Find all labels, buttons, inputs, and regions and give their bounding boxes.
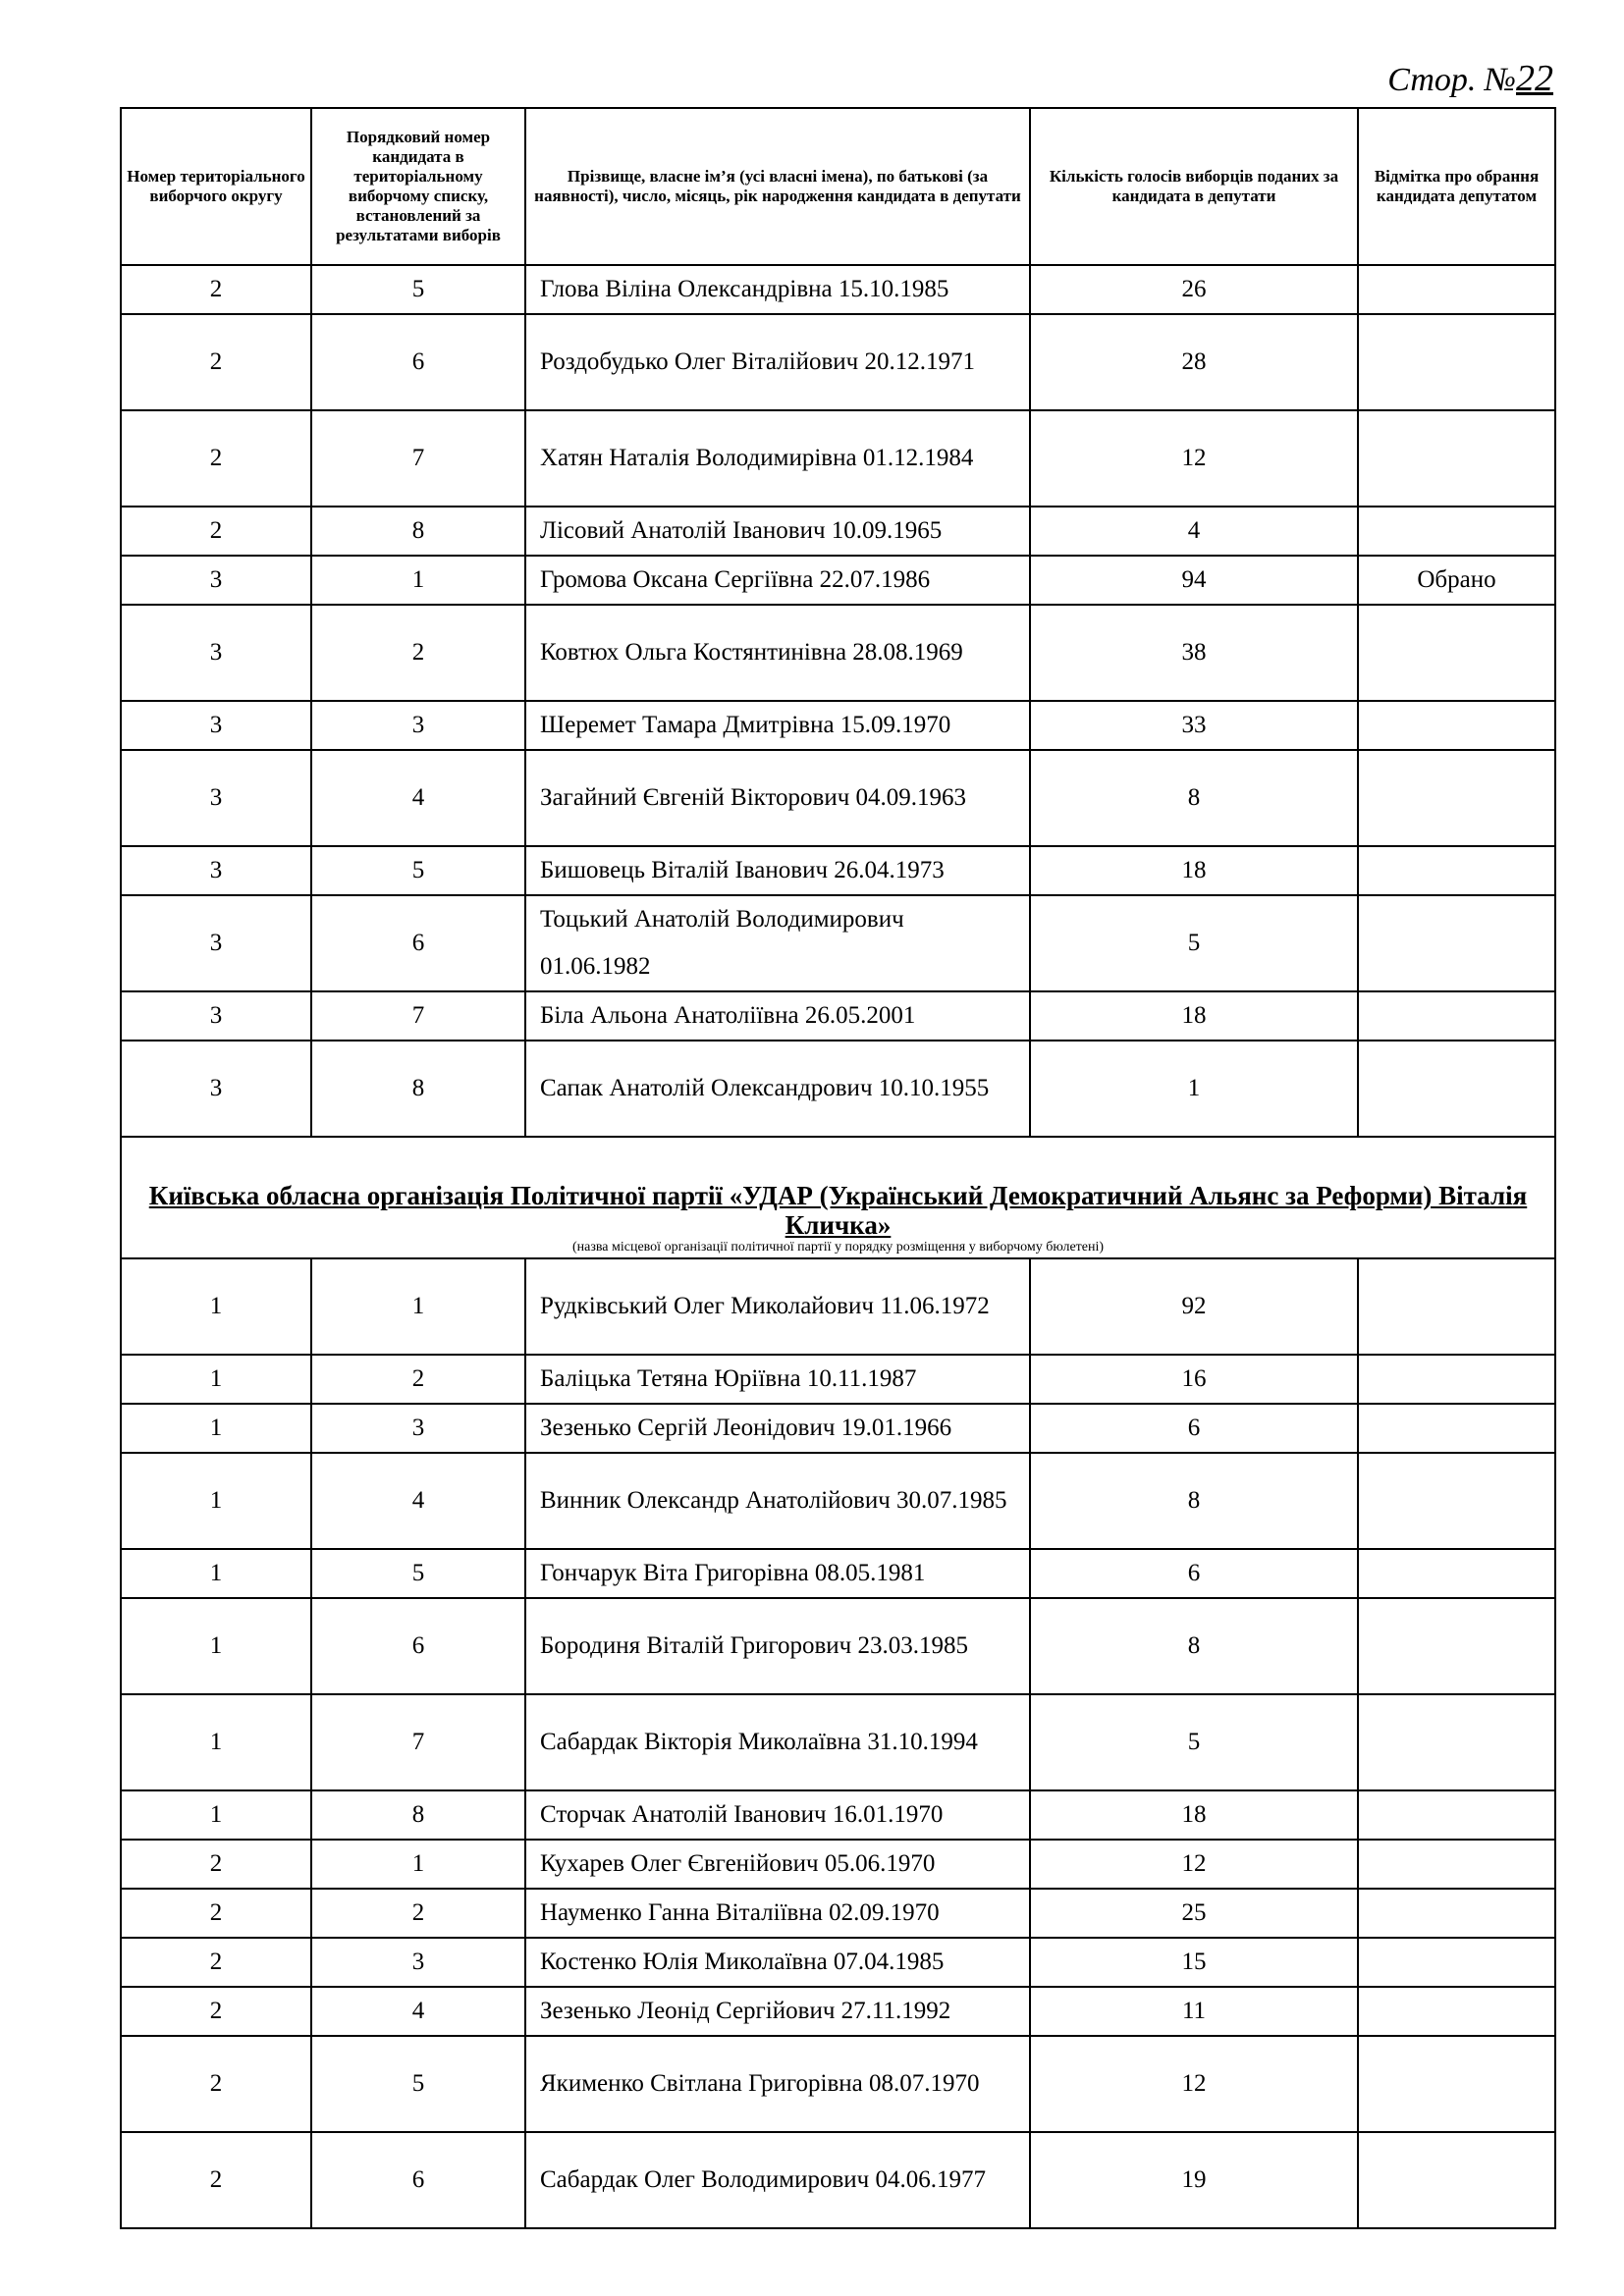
votes-cell: 18 bbox=[1030, 991, 1358, 1041]
mark-cell bbox=[1358, 701, 1555, 750]
candidate-name-cell: Хатян Наталія Володимирівна 01.12.1984 bbox=[525, 410, 1030, 507]
district-cell: 2 bbox=[121, 265, 311, 314]
candidate-name-cell: Сторчак Анатолій Іванович 16.01.1970 bbox=[525, 1790, 1030, 1840]
party-note: (назва місцевої організації політичної партії у порядку розміщення у виборчому бюлетені) bbox=[571, 1240, 1105, 1255]
mark-cell bbox=[1358, 265, 1555, 314]
district-cell: 1 bbox=[121, 1790, 311, 1840]
table-row bbox=[121, 1453, 1555, 1549]
order-cell: 3 bbox=[311, 701, 525, 750]
votes-cell: 26 bbox=[1030, 265, 1358, 314]
district-cell: 3 bbox=[121, 991, 311, 1041]
mark-cell bbox=[1358, 1355, 1555, 1404]
candidate-name-cell: Біла Альона Анатоліївна 26.05.2001 bbox=[525, 991, 1030, 1041]
votes-cell: 6 bbox=[1030, 1404, 1358, 1453]
votes-cell: 28 bbox=[1030, 314, 1358, 410]
table-row bbox=[121, 1694, 1555, 1790]
district-cell: 3 bbox=[121, 750, 311, 846]
order-cell: 4 bbox=[311, 1453, 525, 1549]
table-row bbox=[121, 750, 1555, 846]
table-row bbox=[121, 1041, 1555, 1137]
order-cell: 1 bbox=[311, 1258, 525, 1355]
votes-cell: 18 bbox=[1030, 846, 1358, 895]
candidate-name-cell: Сапак Анатолій Олександрович 10.10.1955 bbox=[525, 1041, 1030, 1137]
table-row bbox=[121, 1404, 1555, 1453]
votes-cell: 94 bbox=[1030, 556, 1358, 605]
candidate-name-cell: Лісовий Анатолій Іванович 10.09.1965 bbox=[525, 507, 1030, 556]
mark-cell bbox=[1358, 1840, 1555, 1889]
mark-cell bbox=[1358, 314, 1555, 410]
district-cell: 1 bbox=[121, 1258, 311, 1355]
candidate-name-cell: Загайний Євгеній Вікторович 04.09.1963 bbox=[525, 750, 1030, 846]
order-cell: 5 bbox=[311, 1549, 525, 1598]
district-cell: 3 bbox=[121, 1041, 311, 1137]
votes-cell: 25 bbox=[1030, 1889, 1358, 1938]
candidate-name-cell: Якименко Світлана Григорівна 08.07.1970 bbox=[525, 2036, 1030, 2132]
district-cell: 2 bbox=[121, 1889, 311, 1938]
table-row bbox=[121, 2036, 1555, 2132]
candidate-name-cell: Рудківський Олег Миколайович 11.06.1972 bbox=[525, 1258, 1030, 1355]
table-row bbox=[121, 1790, 1555, 1840]
order-cell: 6 bbox=[311, 1598, 525, 1694]
mark-cell bbox=[1358, 2036, 1555, 2132]
votes-cell: 12 bbox=[1030, 410, 1358, 507]
votes-cell: 8 bbox=[1030, 1598, 1358, 1694]
table-row bbox=[121, 1889, 1555, 1938]
order-cell: 7 bbox=[311, 991, 525, 1041]
candidate-name-cell: Баліцька Тетяна Юріївна 10.11.1987 bbox=[525, 1355, 1030, 1404]
page-number-value: 22 bbox=[1516, 58, 1553, 99]
district-cell: 1 bbox=[121, 1453, 311, 1549]
votes-cell: 12 bbox=[1030, 2036, 1358, 2132]
header-votes: Кількість голосів виборців поданих за кандидата в депутати bbox=[1030, 108, 1358, 265]
votes-cell: 11 bbox=[1030, 1987, 1358, 2036]
party-title: Київська обласна організація Політичної партії «УДАР (Український Демократичний Альянс за Реформи) Віталія Кличка» bbox=[148, 1181, 1528, 1240]
candidate-name-cell: Гончарук Віта Григорівна 08.05.1981 bbox=[525, 1549, 1030, 1598]
page-number-prefix: Стор. № bbox=[1387, 62, 1516, 98]
candidate-name-cell: Ковтюх Ольга Костянтинівна 28.08.1969 bbox=[525, 605, 1030, 701]
mark-cell bbox=[1358, 1889, 1555, 1938]
votes-cell: 92 bbox=[1030, 1258, 1358, 1355]
votes-cell: 8 bbox=[1030, 1453, 1358, 1549]
district-cell: 2 bbox=[121, 410, 311, 507]
votes-cell: 15 bbox=[1030, 1938, 1358, 1987]
votes-cell: 38 bbox=[1030, 605, 1358, 701]
table-row bbox=[121, 1987, 1555, 2036]
candidate-name-cell: Зезенько Сергій Леонідович 19.01.1966 bbox=[525, 1404, 1030, 1453]
table-row bbox=[121, 1598, 1555, 1694]
district-cell: 2 bbox=[121, 507, 311, 556]
district-cell: 2 bbox=[121, 1938, 311, 1987]
candidate-name-cell: Тоцький Анатолій Володимирович 01.06.1982 bbox=[525, 895, 1030, 991]
district-cell: 3 bbox=[121, 556, 311, 605]
votes-cell: 19 bbox=[1030, 2132, 1358, 2228]
table-row bbox=[121, 556, 1555, 605]
votes-cell: 5 bbox=[1030, 1694, 1358, 1790]
district-cell: 3 bbox=[121, 605, 311, 701]
candidate-name-cell: Сабардак Вікторія Миколаївна 31.10.1994 bbox=[525, 1694, 1030, 1790]
votes-cell: 18 bbox=[1030, 1790, 1358, 1840]
district-cell: 2 bbox=[121, 1987, 311, 2036]
mark-cell bbox=[1358, 1453, 1555, 1549]
table-row bbox=[121, 410, 1555, 507]
header-order: Порядковий номер кандидата в територіальному виборчому списку, встановлений за результатами виборів bbox=[311, 108, 525, 265]
district-cell: 3 bbox=[121, 895, 311, 991]
order-cell: 1 bbox=[311, 556, 525, 605]
votes-cell: 12 bbox=[1030, 1840, 1358, 1889]
order-cell: 2 bbox=[311, 1889, 525, 1938]
table-row bbox=[121, 846, 1555, 895]
votes-cell: 8 bbox=[1030, 750, 1358, 846]
votes-cell: 16 bbox=[1030, 1355, 1358, 1404]
order-cell: 8 bbox=[311, 507, 525, 556]
table-row bbox=[121, 1840, 1555, 1889]
order-cell: 8 bbox=[311, 1041, 525, 1137]
mark-cell bbox=[1358, 895, 1555, 991]
candidate-name-cell: Роздобудько Олег Віталійович 20.12.1971 bbox=[525, 314, 1030, 410]
table-row bbox=[121, 1258, 1555, 1355]
district-cell: 2 bbox=[121, 314, 311, 410]
table-row bbox=[121, 507, 1555, 556]
header-district: Номер територіального виборчого округу bbox=[121, 108, 311, 265]
district-cell: 2 bbox=[121, 1840, 311, 1889]
mark-cell bbox=[1358, 1987, 1555, 2036]
order-cell: 5 bbox=[311, 2036, 525, 2132]
mark-cell bbox=[1358, 1404, 1555, 1453]
section1-body bbox=[121, 265, 1555, 1137]
mark-cell bbox=[1358, 605, 1555, 701]
votes-cell: 5 bbox=[1030, 895, 1358, 991]
candidate-name-cell: Глова Віліна Олександрівна 15.10.1985 bbox=[525, 265, 1030, 314]
mark-cell: Обрано bbox=[1358, 556, 1555, 605]
district-cell: 2 bbox=[121, 2036, 311, 2132]
mark-cell bbox=[1358, 507, 1555, 556]
mark-cell bbox=[1358, 846, 1555, 895]
district-cell: 3 bbox=[121, 701, 311, 750]
table-row bbox=[121, 1938, 1555, 1987]
votes-cell: 33 bbox=[1030, 701, 1358, 750]
order-cell: 6 bbox=[311, 895, 525, 991]
district-cell: 1 bbox=[121, 1598, 311, 1694]
table-row bbox=[121, 265, 1555, 314]
results-table bbox=[120, 107, 1556, 2229]
mark-cell bbox=[1358, 750, 1555, 846]
table-row bbox=[121, 701, 1555, 750]
table-row bbox=[121, 1355, 1555, 1404]
mark-cell bbox=[1358, 1938, 1555, 1987]
section2-body bbox=[121, 1258, 1555, 2228]
table-row bbox=[121, 2132, 1555, 2228]
order-cell: 4 bbox=[311, 1987, 525, 2036]
district-cell: 1 bbox=[121, 1355, 311, 1404]
candidate-name-cell: Сабардак Олег Володимирович 04.06.1977 bbox=[525, 2132, 1030, 2228]
table-row bbox=[121, 605, 1555, 701]
header-name: Прізвище, власне ім’я (усі власні імена), по батькові (за наявності), число, місяць, рік народження кандидата в депутати bbox=[525, 108, 1030, 265]
candidate-name-cell: Науменко Ганна Віталіївна 02.09.1970 bbox=[525, 1889, 1030, 1938]
order-cell: 2 bbox=[311, 605, 525, 701]
votes-cell: 6 bbox=[1030, 1549, 1358, 1598]
mark-cell bbox=[1358, 1790, 1555, 1840]
candidate-name-cell: Зезенько Леонід Сергійович 27.11.1992 bbox=[525, 1987, 1030, 2036]
mark-cell bbox=[1358, 991, 1555, 1041]
page-number bbox=[1387, 57, 1553, 100]
table-row bbox=[121, 991, 1555, 1041]
district-cell: 2 bbox=[121, 2132, 311, 2228]
order-cell: 5 bbox=[311, 265, 525, 314]
mark-cell bbox=[1358, 1041, 1555, 1137]
candidate-name-cell: Громова Оксана Сергіївна 22.07.1986 bbox=[525, 556, 1030, 605]
table-row bbox=[121, 1549, 1555, 1598]
candidate-name-cell: Бишовець Віталій Іванович 26.04.1973 bbox=[525, 846, 1030, 895]
candidate-name-cell: Шеремет Тамара Дмитрівна 15.09.1970 bbox=[525, 701, 1030, 750]
order-cell: 4 bbox=[311, 750, 525, 846]
mark-cell bbox=[1358, 2132, 1555, 2228]
order-cell: 3 bbox=[311, 1404, 525, 1453]
candidate-name-cell: Костенко Юлія Миколаївна 07.04.1985 bbox=[525, 1938, 1030, 1987]
candidate-name-cell: Кухарев Олег Євгенійович 05.06.1970 bbox=[525, 1840, 1030, 1889]
votes-cell: 1 bbox=[1030, 1041, 1358, 1137]
order-cell: 8 bbox=[311, 1790, 525, 1840]
mark-cell bbox=[1358, 410, 1555, 507]
order-cell: 7 bbox=[311, 410, 525, 507]
table-row bbox=[121, 895, 1555, 991]
order-cell: 5 bbox=[311, 846, 525, 895]
order-cell: 6 bbox=[311, 2132, 525, 2228]
order-cell: 7 bbox=[311, 1694, 525, 1790]
candidate-name-cell: Винник Олександр Анатолійович 30.07.1985 bbox=[525, 1453, 1030, 1549]
district-cell: 1 bbox=[121, 1404, 311, 1453]
order-cell: 2 bbox=[311, 1355, 525, 1404]
party-section bbox=[121, 1137, 1555, 1258]
mark-cell bbox=[1358, 1258, 1555, 1355]
district-cell: 3 bbox=[121, 846, 311, 895]
mark-cell bbox=[1358, 1598, 1555, 1694]
order-cell: 1 bbox=[311, 1840, 525, 1889]
party-heading-cell bbox=[121, 1137, 1555, 1258]
order-cell: 3 bbox=[311, 1938, 525, 1987]
candidate-name-cell: Бородиня Віталій Григорович 23.03.1985 bbox=[525, 1598, 1030, 1694]
order-cell: 6 bbox=[311, 314, 525, 410]
table-header bbox=[121, 108, 1555, 265]
header-mark: Відмітка про обрання кандидата депутатом bbox=[1358, 108, 1555, 265]
district-cell: 1 bbox=[121, 1549, 311, 1598]
mark-cell bbox=[1358, 1694, 1555, 1790]
district-cell: 1 bbox=[121, 1694, 311, 1790]
mark-cell bbox=[1358, 1549, 1555, 1598]
table-row bbox=[121, 314, 1555, 410]
votes-cell: 4 bbox=[1030, 507, 1358, 556]
